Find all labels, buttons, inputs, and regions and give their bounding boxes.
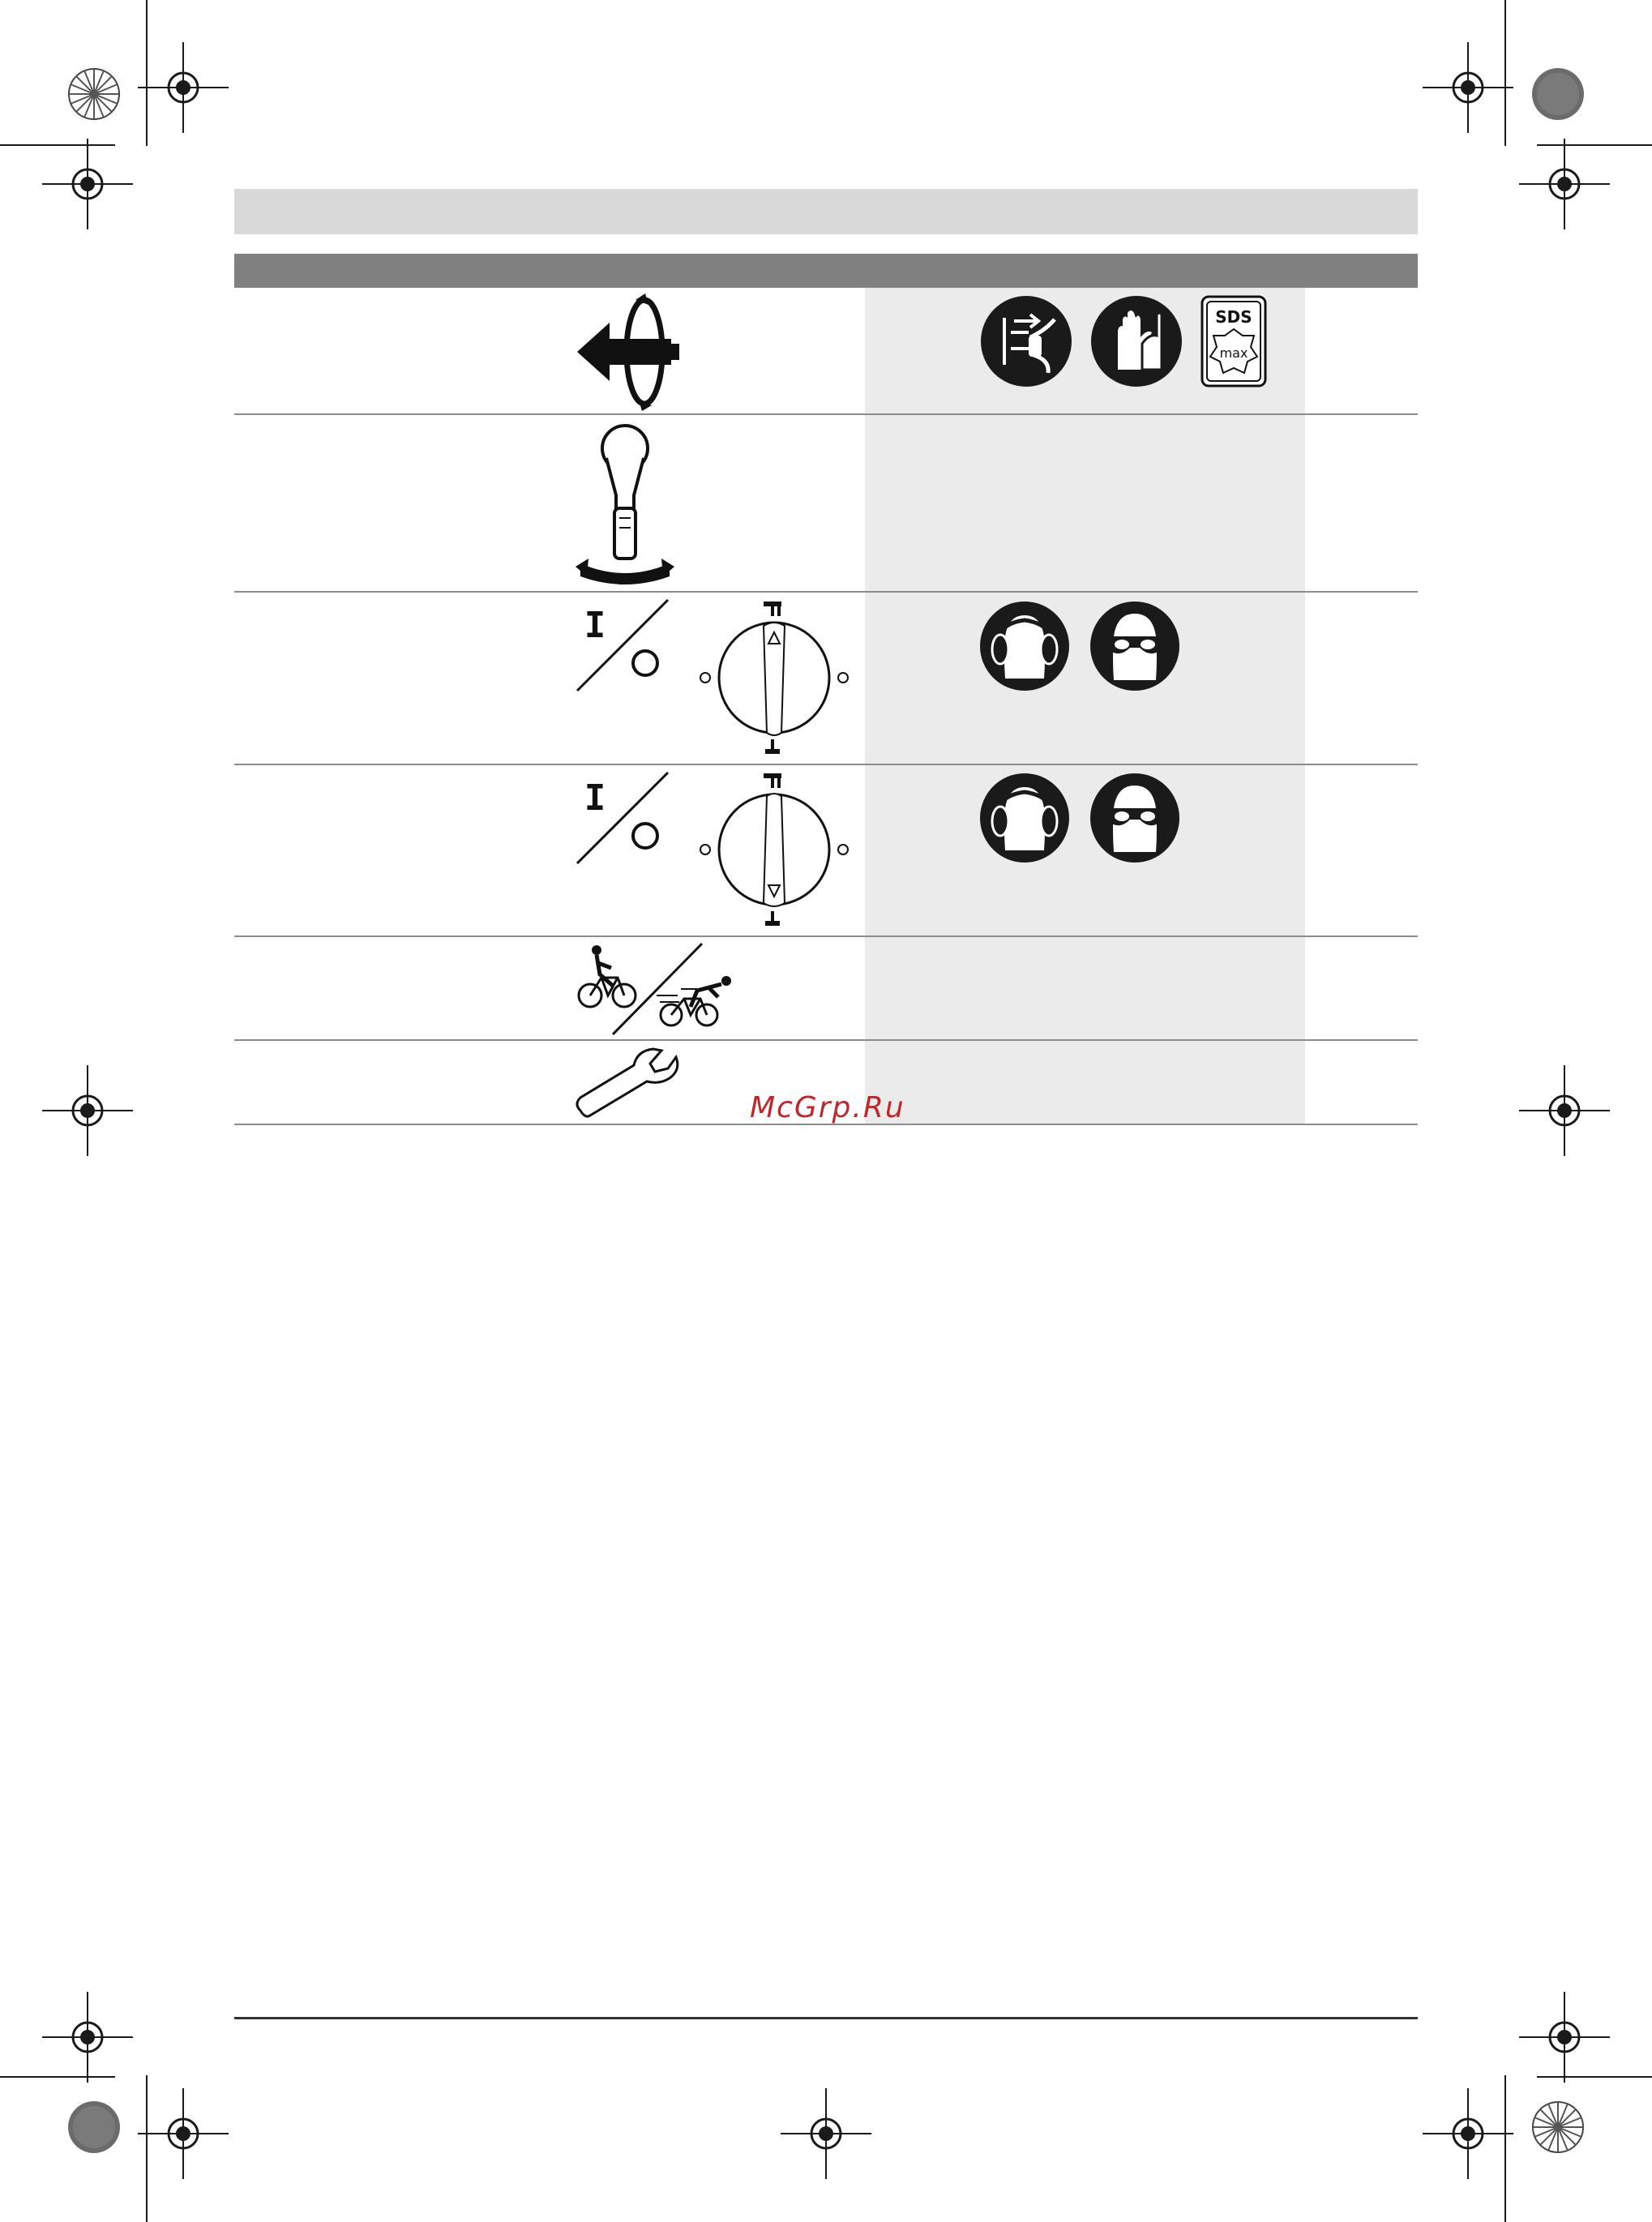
max-label: max	[1219, 345, 1248, 361]
on-off-switch-icon	[572, 598, 670, 694]
insert-tool-rotate-icon	[567, 293, 689, 411]
speed-slow-fast-icon	[576, 942, 738, 1036]
header-dark-bar	[234, 254, 1418, 288]
mode-selector-dial-up-icon	[697, 598, 851, 757]
mode-selector-dial-down-icon	[697, 770, 851, 929]
switch-on-label: I	[584, 777, 606, 819]
ear-protection-icon	[979, 773, 1070, 863]
watermark: McGrp.Ru	[750, 1091, 905, 1124]
row-divider	[234, 413, 1418, 415]
header-light-bar	[234, 189, 1418, 234]
row-divider	[234, 935, 1418, 937]
ear-protection-icon	[979, 601, 1070, 691]
disconnect-plug-icon	[980, 295, 1072, 387]
footer-rule	[234, 2017, 1418, 2019]
protective-gloves-icon	[1090, 295, 1183, 387]
wrench-icon	[572, 1046, 683, 1120]
eye-protection-icon	[1089, 601, 1180, 691]
eye-protection-icon	[1089, 773, 1180, 863]
sds-max-icon	[1200, 295, 1267, 387]
auxiliary-handle-icon	[574, 417, 676, 588]
row-divider	[234, 1039, 1418, 1041]
on-off-switch-icon	[572, 771, 670, 867]
row-divider	[234, 591, 1418, 593]
switch-on-label: I	[584, 605, 606, 646]
sds-label: SDS	[1215, 307, 1252, 327]
row-divider	[234, 764, 1418, 765]
